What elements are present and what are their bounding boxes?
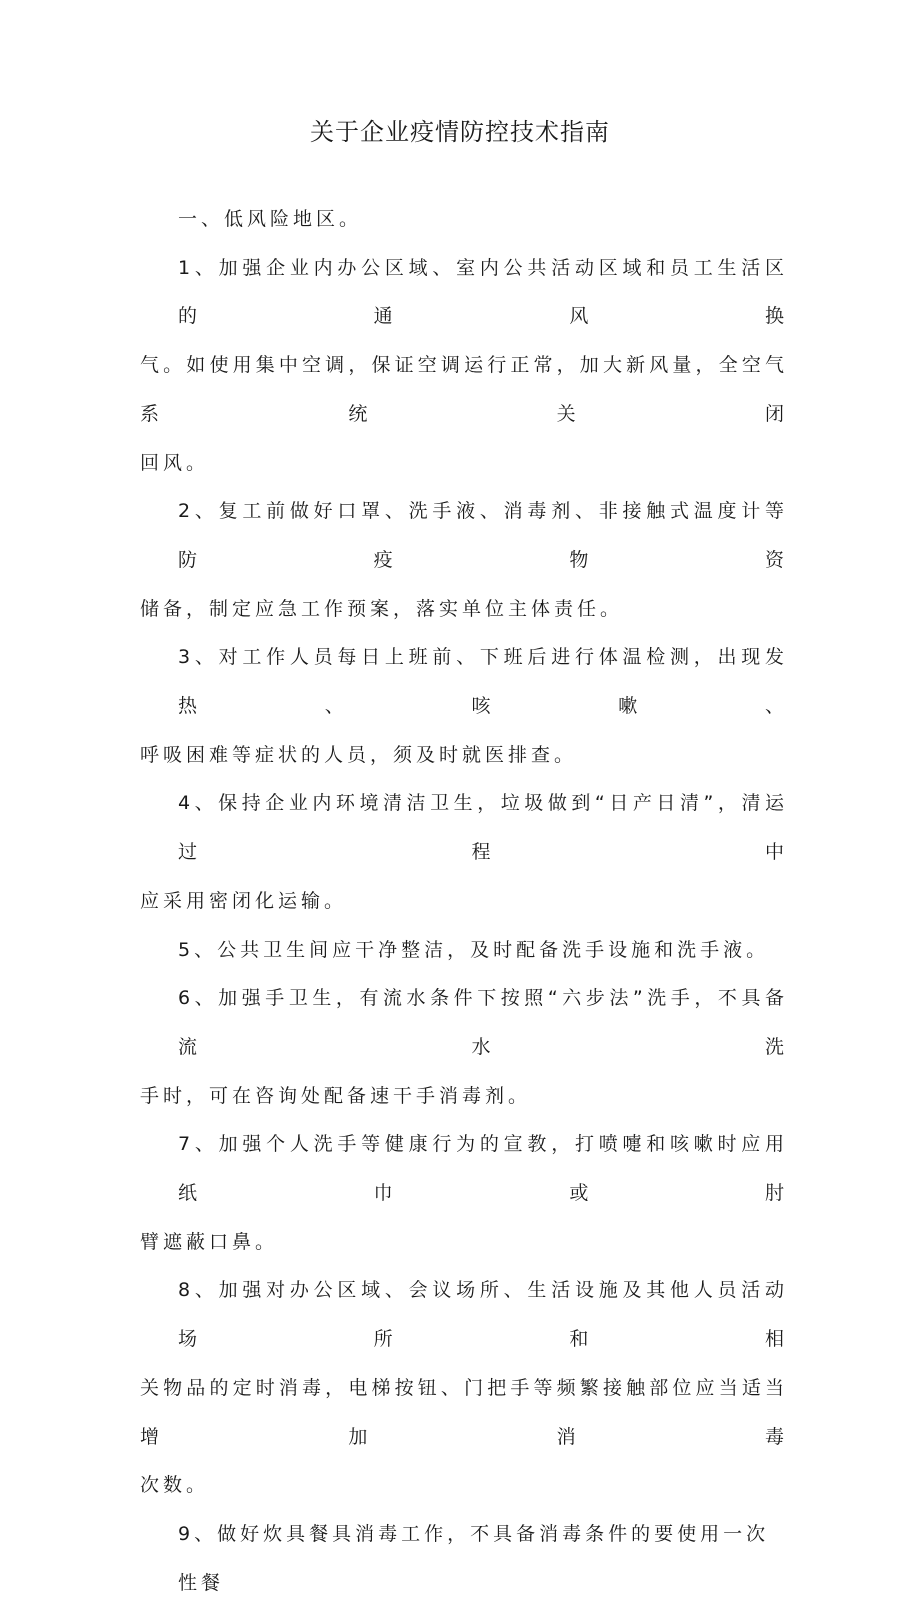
paragraph-line: 3、对工作人员每日上班前、下班后进行体温检测，出现发热、咳嗽、 [178,646,788,718]
paragraph-4 [140,779,788,925]
paragraph-line: 呼吸困难等症状的人员，须及时就医排查。 [140,743,578,766]
paragraph-line: 8、加强对办公区域、会议场所、生活设施及其他人员活动场所和相 [178,1279,788,1351]
paragraph-9 [140,1510,788,1607]
paragraph-5 [140,926,788,975]
paragraph-line: 手时，可在咨询处配备速干手消毒剂。 [140,1084,532,1107]
paragraph-line: 1、加强企业内办公区域、室内公共活动区域和员工生活区的通风换 [178,256,788,328]
paragraph-7 [140,1120,788,1266]
paragraph-line: 储备，制定应急工作预案，落实单位主体责任。 [140,597,624,620]
paragraph-6 [140,974,788,1120]
document-title: 关于企业疫情防控技术指南 [310,118,610,146]
paragraph-line: 7、加强个人洗手等健康行为的宣教，打喷嚏和咳嗽时应用纸巾或肘 [178,1133,788,1205]
paragraph-line: 9、做好炊具餐具消毒工作，不具备消毒条件的要使用一次性餐 [178,1522,770,1594]
paragraph-line: 6、加强手卫生，有流水条件下按照“六步法”洗手，不具备流水洗 [178,987,788,1058]
paragraph-list [140,244,788,1607]
paragraph-line: 回风。 [140,451,210,474]
paragraph-2 [140,487,788,633]
paragraph-line: 气。如使用集中空调，保证空调运行正常，加大新风量，全空气系统关闭 [140,354,788,425]
paragraph-line: 次数。 [140,1474,210,1497]
paragraph-line: 5、公共卫生间应干净整洁，及时配备洗手设施和洗手液。 [178,938,770,961]
paragraph-3 [140,633,788,779]
paragraph-line: 应采用密闭化运输。 [140,889,348,912]
paragraph-line: 4、保持企业内环境清洁卫生，垃圾做到“日产日清”，清运过程中 [178,792,788,864]
paragraph-1 [140,244,788,488]
paragraph-line: 2、复工前做好口罩、洗手液、消毒剂、非接触式温度计等防疫物资 [178,500,788,571]
paragraph-8 [140,1266,788,1510]
paragraph-line: 臂遮蔽口鼻。 [140,1230,279,1253]
paragraph-line: 关物品的定时消毒，电梯按钮、门把手等频繁接触部位应当适当增加消毒 [140,1376,788,1448]
document-body [140,195,788,1607]
section-heading: 一、低风险地区。 [178,208,363,230]
